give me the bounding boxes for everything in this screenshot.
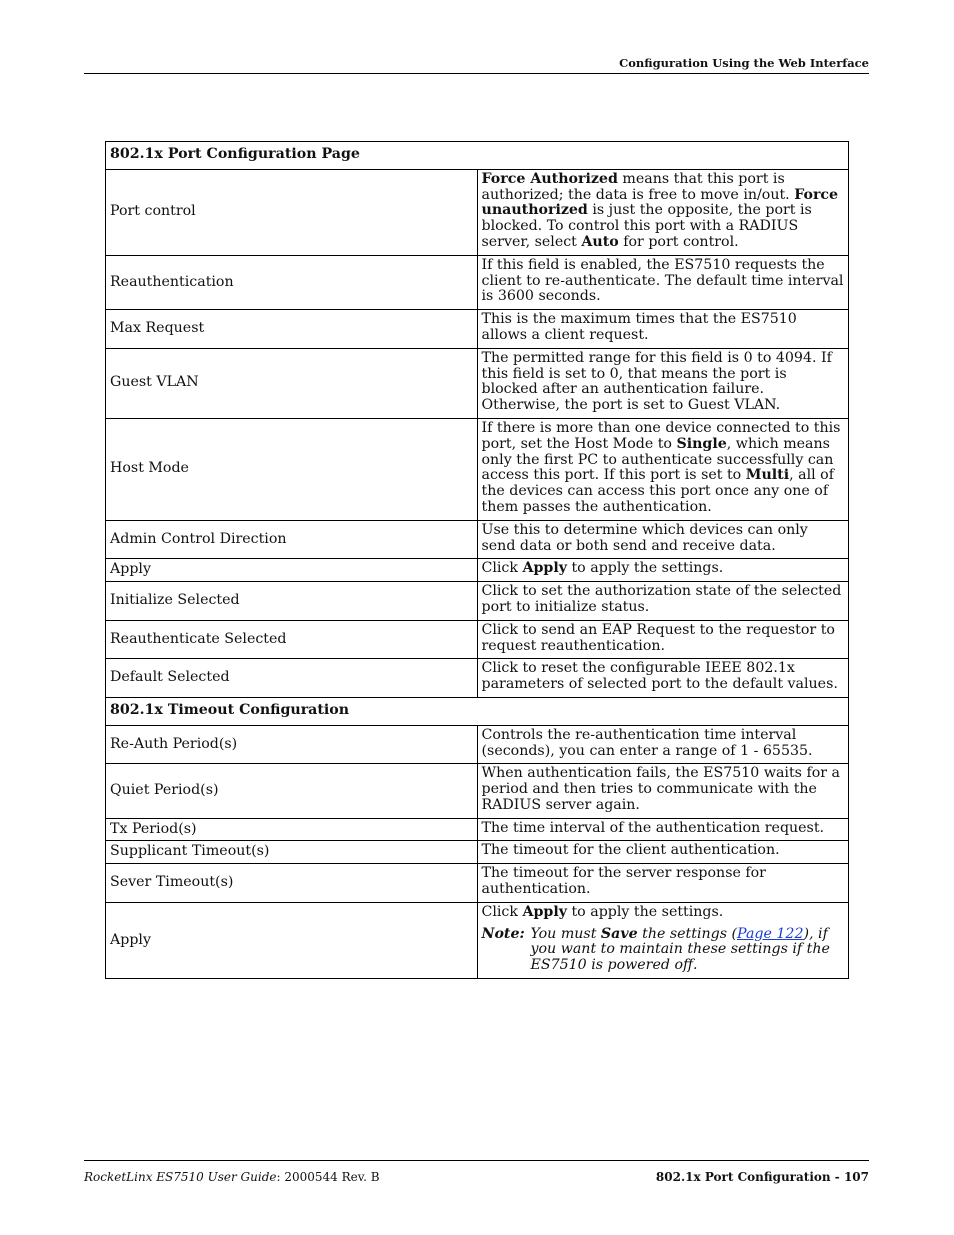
row-label-port-control: Port control <box>106 169 478 255</box>
row-desc-port-control: Force Authorized means that this port is authorized; the data is free to move in/out. Force unauthorized is just the opposite, the port is blocked. To control this port with a RADIUS server, select Auto for port control. <box>477 169 849 255</box>
row-label-admin-control-direction: Admin Control Direction <box>106 520 478 559</box>
row-desc-guest-vlan: The permitted range for this field is 0 to 4094. If this field is set to 0, that means the port is blocked after an authentication failure. Otherwise, the port is set to Guest VLAN. <box>477 348 849 418</box>
row-label-default-selected: Default Selected <box>106 659 478 698</box>
row-desc-default-selected: Click to reset the configurable IEEE 802.1x parameters of selected port to the default values. <box>477 659 849 698</box>
table-row <box>106 620 849 659</box>
row-label-tx-period: Tx Period(s) <box>106 818 478 841</box>
row-desc-initialize-selected: Click to set the authorization state of the selected port to initialize status. <box>477 582 849 621</box>
running-header-title: Configuration Using the Web Interface <box>619 56 869 70</box>
footer-doc-number: : 2000544 Rev. B <box>276 1170 380 1184</box>
section-title-port-config: 802.1x Port Configuration Page <box>106 142 849 170</box>
row-desc-apply: Click Apply to apply the settings. <box>477 559 849 582</box>
note-body: You must Save the settings (Page 122), if you want to maintain these settings if the ES7510 is powered off. <box>530 925 830 974</box>
table-row <box>106 582 849 621</box>
page-122-link[interactable]: Page 122 <box>737 925 804 942</box>
row-label-timeout-apply: Apply <box>106 902 478 978</box>
table-row <box>106 902 849 978</box>
row-desc-reauthentication: If this field is enabled, the ES7510 requests the client to re-authenticate. The default time interval is 3600 seconds. <box>477 255 849 309</box>
row-label-supplicant-timeout: Supplicant Timeout(s) <box>106 841 478 864</box>
table-row <box>106 169 849 255</box>
section-title-timeout-config: 802.1x Timeout Configuration <box>106 697 849 725</box>
row-label-initialize-selected: Initialize Selected <box>106 582 478 621</box>
header-rule <box>84 73 869 74</box>
port-configuration-table <box>105 141 849 979</box>
table-row <box>106 418 849 520</box>
footer-rule <box>84 1160 869 1161</box>
row-label-quiet-period: Quiet Period(s) <box>106 764 478 818</box>
table-row <box>106 520 849 559</box>
row-desc-admin-control-direction: Use this to determine which devices can only send data or both send and receive data. <box>477 520 849 559</box>
row-desc-supplicant-timeout: The timeout for the client authentication. <box>477 841 849 864</box>
table-row <box>106 659 849 698</box>
row-label-reauthentication: Reauthentication <box>106 255 478 309</box>
row-desc-tx-period: The time interval of the authentication request. <box>477 818 849 841</box>
note-tag: Note: <box>481 925 525 942</box>
row-label-max-request: Max Request <box>106 310 478 349</box>
save-note <box>482 927 845 974</box>
table-row <box>106 725 849 764</box>
row-label-guest-vlan: Guest VLAN <box>106 348 478 418</box>
row-label-host-mode: Host Mode <box>106 418 478 520</box>
row-desc-reauthenticate-selected: Click to send an EAP Request to the requestor to request reauthentication. <box>477 620 849 659</box>
row-desc-host-mode: If there is more than one device connected to this port, set the Host Mode to Single, which means only the first PC to authenticate successfully can access this port. If this port is set to Multi, all of the devices can access this port once any one of them passes the authentication. <box>477 418 849 520</box>
footer-product: RocketLinx ES7510 User Guide <box>84 1170 277 1184</box>
table-row <box>106 255 849 309</box>
table-row <box>106 864 849 903</box>
row-label-apply: Apply <box>106 559 478 582</box>
table-row <box>106 348 849 418</box>
table-row <box>106 818 849 841</box>
row-label-re-auth-period: Re-Auth Period(s) <box>106 725 478 764</box>
footer-page-label: 802.1x Port Configuration - 107 <box>655 1170 869 1184</box>
section-header-row <box>106 697 849 725</box>
row-desc-max-request: This is the maximum times that the ES7510 allows a client request. <box>477 310 849 349</box>
row-desc-timeout-apply <box>477 902 849 978</box>
table-row <box>106 310 849 349</box>
table-row <box>106 764 849 818</box>
row-desc-re-auth-period: Controls the re-authentication time interval (seconds), you can enter a range of 1 - 65535. <box>477 725 849 764</box>
table-row <box>106 841 849 864</box>
section-header-row <box>106 142 849 170</box>
footer-doc-info <box>84 1170 380 1184</box>
row-label-reauthenticate-selected: Reauthenticate Selected <box>106 620 478 659</box>
table-row <box>106 559 849 582</box>
row-desc-quiet-period: When authentication fails, the ES7510 waits for a period and then tries to communicate with the RADIUS server again. <box>477 764 849 818</box>
row-desc-sever-timeout: The timeout for the server response for authentication. <box>477 864 849 903</box>
apply-instruction: Click Apply to apply the settings. <box>481 903 724 920</box>
row-label-sever-timeout: Sever Timeout(s) <box>106 864 478 903</box>
